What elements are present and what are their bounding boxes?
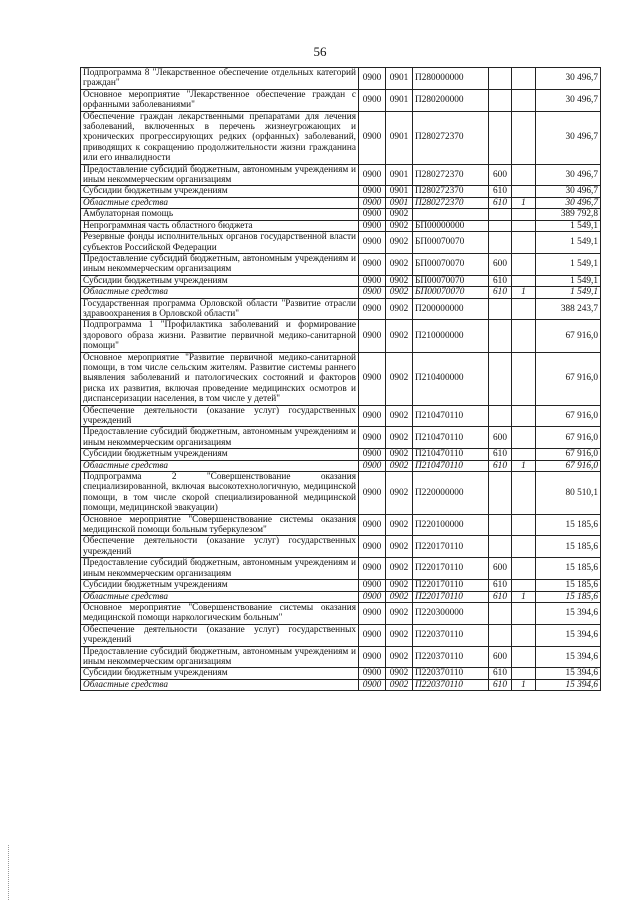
expense-type-code-cell: 600 (489, 253, 512, 275)
amount-cell: 15 185,6 (536, 591, 601, 602)
expense-type-code-cell: 610 (489, 591, 512, 602)
table-row (81, 220, 601, 231)
subsection-code-cell: 0902 (386, 602, 413, 624)
subsection-code-cell: 0902 (386, 624, 413, 646)
funding-source-cell (512, 186, 536, 197)
subsection-code-cell: 0902 (386, 220, 413, 231)
expense-type-code-cell (489, 298, 512, 320)
subsection-code-cell: 0901 (386, 111, 413, 164)
funding-source-cell (512, 646, 536, 668)
section-code-cell: 0900 (359, 580, 386, 591)
row-name-cell: Государственная программа Орловской области "Развитие отрасли здравоохранения в Орловской области" (81, 298, 359, 320)
section-code-cell: 0900 (359, 320, 386, 352)
row-name-cell: Предоставление субсидий бюджетным, автономным учреждениям и иным некоммерческим организациям (81, 427, 359, 449)
expense-type-code-cell (489, 352, 512, 405)
row-name-cell: Предоставление субсидий бюджетным, автономным учреждениям и иным некоммерческим организациям (81, 646, 359, 668)
section-code-cell: 0900 (359, 405, 386, 427)
section-code-cell: 0900 (359, 624, 386, 646)
section-code-cell: 0900 (359, 209, 386, 220)
amount-cell: 1 549,1 (536, 232, 601, 254)
funding-source-cell (512, 514, 536, 536)
subsection-code-cell: 0902 (386, 646, 413, 668)
target-item-code-cell: П220370110 (413, 668, 489, 679)
subsection-code-cell: 0902 (386, 253, 413, 275)
amount-cell: 1 549,1 (536, 287, 601, 298)
row-name-cell: Областные средства (81, 460, 359, 471)
table-row (81, 646, 601, 668)
row-name-cell: Основное мероприятие "Лекарственное обеспечение граждан с орфанными заболеваниями" (81, 89, 359, 111)
amount-cell: 1 549,1 (536, 275, 601, 286)
subsection-code-cell: 0902 (386, 427, 413, 449)
table-row (81, 558, 601, 580)
funding-source-cell (512, 449, 536, 460)
target-item-code-cell: П220300000 (413, 602, 489, 624)
funding-source-cell (512, 220, 536, 231)
subsection-code-cell: 0901 (386, 89, 413, 111)
amount-cell: 15 394,6 (536, 602, 601, 624)
funding-source-cell (512, 275, 536, 286)
row-name-cell: Предоставление субсидий бюджетным, автономным учреждениям и иным некоммерческим организациям (81, 253, 359, 275)
section-code-cell: 0900 (359, 668, 386, 679)
subsection-code-cell: 0902 (386, 275, 413, 286)
target-item-code-cell: П220370110 (413, 646, 489, 668)
table-row (81, 580, 601, 591)
row-name-cell: Субсидии бюджетным учреждениям (81, 580, 359, 591)
subsection-code-cell: 0902 (386, 668, 413, 679)
funding-source-cell (512, 164, 536, 186)
section-code-cell: 0900 (359, 472, 386, 515)
amount-cell: 67 916,0 (536, 405, 601, 427)
target-item-code-cell: П220170110 (413, 558, 489, 580)
target-item-code-cell: П220370110 (413, 679, 489, 690)
amount-cell: 30 496,7 (536, 111, 601, 164)
expense-type-code-cell (489, 514, 512, 536)
subsection-code-cell: 0902 (386, 298, 413, 320)
subsection-code-cell: 0902 (386, 536, 413, 558)
amount-cell: 15 394,6 (536, 668, 601, 679)
target-item-code-cell: БП00070070 (413, 275, 489, 286)
target-item-code-cell: П210470110 (413, 427, 489, 449)
row-name-cell: Предоставление субсидий бюджетным, автономным учреждениям и иным некоммерческим организациям (81, 164, 359, 186)
expense-type-code-cell (489, 111, 512, 164)
expense-type-code-cell: 610 (489, 449, 512, 460)
subsection-code-cell: 0902 (386, 580, 413, 591)
amount-cell: 30 496,7 (536, 164, 601, 186)
amount-cell: 30 496,7 (536, 197, 601, 208)
table-row (81, 275, 601, 286)
section-code-cell: 0900 (359, 197, 386, 208)
funding-source-cell: 1 (512, 460, 536, 471)
table-row (81, 287, 601, 298)
row-name-cell: Обеспечение деятельности (оказание услуг) государственных учреждений (81, 405, 359, 427)
subsection-code-cell: 0902 (386, 449, 413, 460)
funding-source-cell (512, 405, 536, 427)
section-code-cell: 0900 (359, 427, 386, 449)
target-item-code-cell: П200000000 (413, 298, 489, 320)
section-code-cell: 0900 (359, 89, 386, 111)
funding-source-cell (512, 253, 536, 275)
target-item-code-cell: БП00000000 (413, 220, 489, 231)
table-row (81, 668, 601, 679)
expense-type-code-cell (489, 68, 512, 90)
amount-cell: 30 496,7 (536, 186, 601, 197)
amount-cell: 67 916,0 (536, 352, 601, 405)
subsection-code-cell: 0902 (386, 514, 413, 536)
amount-cell: 80 510,1 (536, 472, 601, 515)
expense-type-code-cell (489, 624, 512, 646)
expense-type-code-cell (489, 602, 512, 624)
row-name-cell: Областные средства (81, 197, 359, 208)
section-code-cell: 0900 (359, 298, 386, 320)
row-name-cell: Резервные фонды исполнительных органов государственной власти субъектов Российской Федерации (81, 232, 359, 254)
amount-cell: 389 792,8 (536, 209, 601, 220)
table-row (81, 320, 601, 352)
subsection-code-cell: 0902 (386, 472, 413, 515)
subsection-code-cell: 0902 (386, 232, 413, 254)
table-row (81, 186, 601, 197)
section-code-cell: 0900 (359, 514, 386, 536)
funding-source-cell (512, 298, 536, 320)
binding-mark (8, 845, 12, 900)
row-name-cell: Непрограммная часть областного бюджета (81, 220, 359, 231)
funding-source-cell: 1 (512, 591, 536, 602)
amount-cell: 15 185,6 (536, 514, 601, 536)
section-code-cell: 0900 (359, 232, 386, 254)
row-name-cell: Областные средства (81, 679, 359, 690)
amount-cell: 67 916,0 (536, 427, 601, 449)
funding-source-cell (512, 68, 536, 90)
row-name-cell: Субсидии бюджетным учреждениям (81, 275, 359, 286)
amount-cell: 388 243,7 (536, 298, 601, 320)
expense-type-code-cell (489, 209, 512, 220)
expense-type-code-cell: 610 (489, 668, 512, 679)
target-item-code-cell (413, 209, 489, 220)
section-code-cell: 0900 (359, 591, 386, 602)
target-item-code-cell: П280200000 (413, 89, 489, 111)
amount-cell: 67 916,0 (536, 449, 601, 460)
expense-type-code-cell: 610 (489, 287, 512, 298)
amount-cell: 1 549,1 (536, 253, 601, 275)
funding-source-cell (512, 320, 536, 352)
table-row (81, 209, 601, 220)
target-item-code-cell: БП00070070 (413, 232, 489, 254)
funding-source-cell: 1 (512, 679, 536, 690)
table-row (81, 89, 601, 111)
target-item-code-cell: П210470110 (413, 449, 489, 460)
subsection-code-cell: 0902 (386, 591, 413, 602)
table-row (81, 624, 601, 646)
funding-source-cell (512, 111, 536, 164)
expense-type-code-cell (489, 232, 512, 254)
funding-source-cell (512, 427, 536, 449)
table-row (81, 111, 601, 164)
subsection-code-cell: 0901 (386, 197, 413, 208)
target-item-code-cell: П210470110 (413, 460, 489, 471)
expense-type-code-cell (489, 472, 512, 515)
section-code-cell: 0900 (359, 275, 386, 286)
expense-type-code-cell: 610 (489, 460, 512, 471)
expense-type-code-cell (489, 89, 512, 111)
section-code-cell: 0900 (359, 646, 386, 668)
funding-source-cell (512, 668, 536, 679)
row-name-cell: Областные средства (81, 591, 359, 602)
section-code-cell: 0900 (359, 220, 386, 231)
expense-type-code-cell: 610 (489, 197, 512, 208)
subsection-code-cell: 0902 (386, 287, 413, 298)
row-name-cell: Амбулаторная помощь (81, 209, 359, 220)
target-item-code-cell: П280000000 (413, 68, 489, 90)
amount-cell: 30 496,7 (536, 68, 601, 90)
subsection-code-cell: 0902 (386, 209, 413, 220)
target-item-code-cell: П280272370 (413, 164, 489, 186)
target-item-code-cell: П220170110 (413, 580, 489, 591)
section-code-cell: 0900 (359, 460, 386, 471)
subsection-code-cell: 0901 (386, 186, 413, 197)
expense-type-code-cell (489, 405, 512, 427)
amount-cell: 15 185,6 (536, 580, 601, 591)
amount-cell: 15 185,6 (536, 558, 601, 580)
row-name-cell: Обеспечение граждан лекарственными препаратами для лечения заболеваний, включенных в перечень жизнеугрожающих и хронических прогрессирующих редких (орфанных) заболеваний, приводящих к сокращению продолжительности жизни гражданина или его инвалидности (81, 111, 359, 164)
budget-table-body (81, 68, 601, 691)
expense-type-code-cell: 600 (489, 427, 512, 449)
subsection-code-cell: 0902 (386, 352, 413, 405)
expense-type-code-cell (489, 320, 512, 352)
section-code-cell: 0900 (359, 111, 386, 164)
target-item-code-cell: П210000000 (413, 320, 489, 352)
table-row (81, 164, 601, 186)
target-item-code-cell: П280272370 (413, 186, 489, 197)
target-item-code-cell: П220170110 (413, 536, 489, 558)
table-row (81, 679, 601, 690)
table-row (81, 352, 601, 405)
amount-cell: 15 394,6 (536, 624, 601, 646)
expense-type-code-cell: 600 (489, 558, 512, 580)
funding-source-cell (512, 472, 536, 515)
subsection-code-cell: 0902 (386, 460, 413, 471)
funding-source-cell (512, 89, 536, 111)
row-name-cell: Основное мероприятие "Развитие первичной медико-санитарной помощи, в том числе сельским жителям. Развитие системы раннего выявления заболеваний и патологических состояний и факторов риска их развития, включая проведение медицинских осмотров и диспансеризации населения, в том числе у детей" (81, 352, 359, 405)
table-row (81, 514, 601, 536)
expense-type-code-cell: 610 (489, 186, 512, 197)
amount-cell: 67 916,0 (536, 320, 601, 352)
expense-type-code-cell: 600 (489, 164, 512, 186)
row-name-cell: Обеспечение деятельности (оказание услуг) государственных учреждений (81, 536, 359, 558)
amount-cell: 15 185,6 (536, 536, 601, 558)
row-name-cell: Субсидии бюджетным учреждениям (81, 186, 359, 197)
table-row (81, 298, 601, 320)
amount-cell: 67 916,0 (536, 460, 601, 471)
table-row (81, 68, 601, 90)
funding-source-cell (512, 580, 536, 591)
subsection-code-cell: 0902 (386, 405, 413, 427)
section-code-cell: 0900 (359, 164, 386, 186)
target-item-code-cell: БП00070070 (413, 287, 489, 298)
expense-type-code-cell (489, 536, 512, 558)
section-code-cell: 0900 (359, 186, 386, 197)
row-name-cell: Основное мероприятие "Совершенствование системы оказания медицинской помощи больным туберкулезом" (81, 514, 359, 536)
page-number: 56 (313, 44, 327, 59)
section-code-cell: 0900 (359, 449, 386, 460)
funding-source-cell (512, 232, 536, 254)
amount-cell: 1 549,1 (536, 220, 601, 231)
target-item-code-cell: П220000000 (413, 472, 489, 515)
target-item-code-cell: П280272370 (413, 197, 489, 208)
row-name-cell: Субсидии бюджетным учреждениям (81, 668, 359, 679)
table-row (81, 602, 601, 624)
target-item-code-cell: П280272370 (413, 111, 489, 164)
amount-cell: 15 394,6 (536, 679, 601, 690)
table-row (81, 427, 601, 449)
section-code-cell: 0900 (359, 536, 386, 558)
table-row (81, 460, 601, 471)
table-row (81, 591, 601, 602)
section-code-cell: 0900 (359, 602, 386, 624)
target-item-code-cell: П210470110 (413, 405, 489, 427)
table-row (81, 232, 601, 254)
section-code-cell: 0900 (359, 253, 386, 275)
row-name-cell: Подпрограмма 2 "Совершенствование оказания специализированной, включая высокотехнологичную, медицинской помощи, в том числе скорой специализированной медицинской помощи, медицинской эвакуации) (81, 472, 359, 515)
funding-source-cell (512, 558, 536, 580)
row-name-cell: Основное мероприятие "Совершенствование системы оказания медицинской помощи наркологическим больным" (81, 602, 359, 624)
section-code-cell: 0900 (359, 68, 386, 90)
subsection-code-cell: 0901 (386, 68, 413, 90)
target-item-code-cell: П220370110 (413, 624, 489, 646)
section-code-cell: 0900 (359, 679, 386, 690)
subsection-code-cell: 0902 (386, 558, 413, 580)
expense-type-code-cell: 610 (489, 275, 512, 286)
expense-type-code-cell: 610 (489, 580, 512, 591)
amount-cell: 15 394,6 (536, 646, 601, 668)
table-row (81, 405, 601, 427)
row-name-cell: Подпрограмма 1 "Профилактика заболеваний и формирование здорового образа жизни. Развитие первичной медико-санитарной помощи" (81, 320, 359, 352)
funding-source-cell (512, 536, 536, 558)
funding-source-cell: 1 (512, 287, 536, 298)
section-code-cell: 0900 (359, 352, 386, 405)
target-item-code-cell: БП00070070 (413, 253, 489, 275)
target-item-code-cell: П220170110 (413, 591, 489, 602)
row-name-cell: Субсидии бюджетным учреждениям (81, 449, 359, 460)
funding-source-cell (512, 352, 536, 405)
subsection-code-cell: 0902 (386, 679, 413, 690)
expense-type-code-cell: 610 (489, 679, 512, 690)
subsection-code-cell: 0902 (386, 320, 413, 352)
section-code-cell: 0900 (359, 287, 386, 298)
funding-source-cell: 1 (512, 197, 536, 208)
target-item-code-cell: П220100000 (413, 514, 489, 536)
row-name-cell: Обеспечение деятельности (оказание услуг) государственных учреждений (81, 624, 359, 646)
row-name-cell: Областные средства (81, 287, 359, 298)
budget-table (80, 67, 601, 691)
expense-type-code-cell (489, 220, 512, 231)
funding-source-cell (512, 602, 536, 624)
table-row (81, 536, 601, 558)
subsection-code-cell: 0901 (386, 164, 413, 186)
expense-type-code-cell: 600 (489, 646, 512, 668)
table-row (81, 197, 601, 208)
table-row (81, 472, 601, 515)
amount-cell: 30 496,7 (536, 89, 601, 111)
funding-source-cell (512, 209, 536, 220)
row-name-cell: Предоставление субсидий бюджетным, автономным учреждениям и иным некоммерческим организациям (81, 558, 359, 580)
target-item-code-cell: П210400000 (413, 352, 489, 405)
section-code-cell: 0900 (359, 558, 386, 580)
funding-source-cell (512, 624, 536, 646)
row-name-cell: Подпрограмма 8 "Лекарственное обеспечение отдельных категорий граждан" (81, 68, 359, 90)
table-row (81, 253, 601, 275)
table-row (81, 449, 601, 460)
